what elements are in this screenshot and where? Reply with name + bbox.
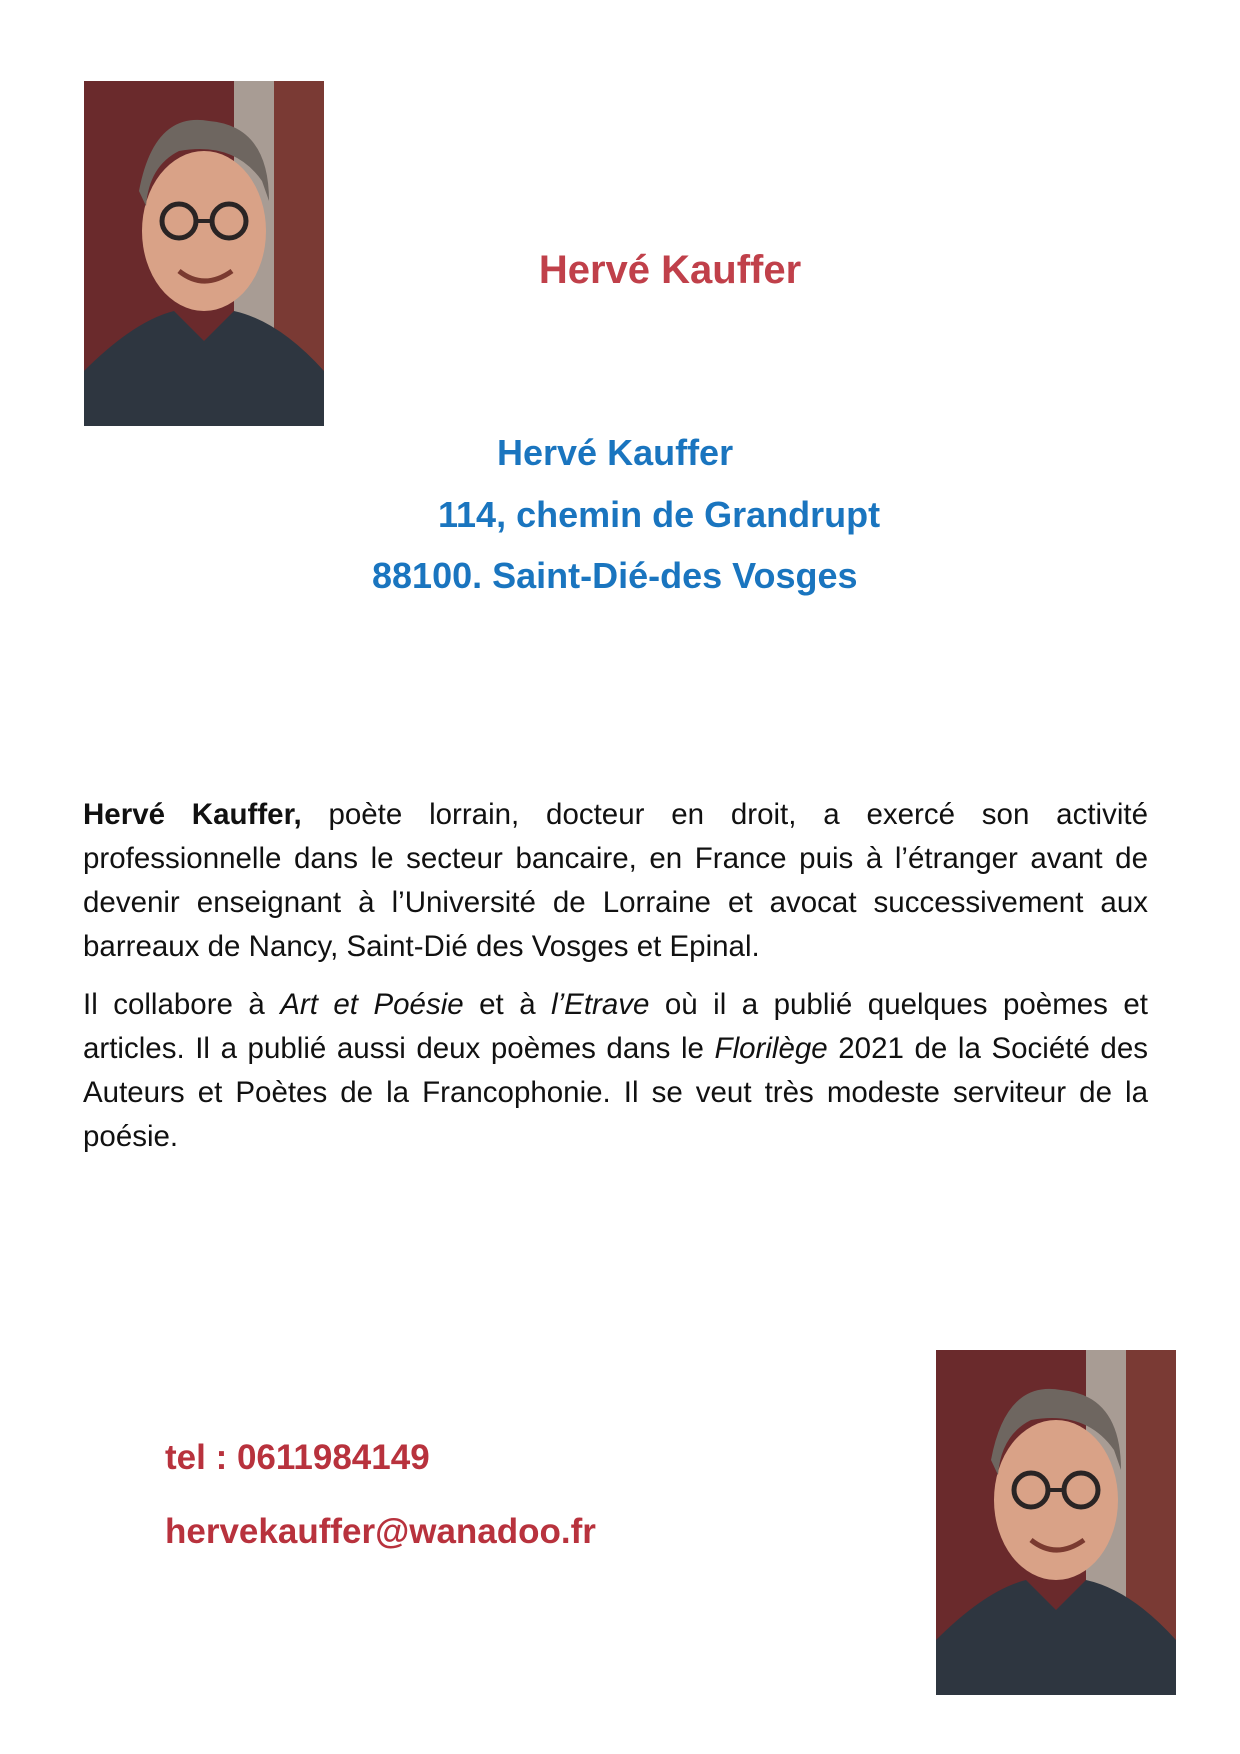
address-street: 114, chemin de Grandrupt xyxy=(438,494,881,535)
bio-paragraph-1 xyxy=(83,793,1148,969)
bio-journal-etrave: l’Etrave xyxy=(551,988,650,1021)
bio-text-1: poète lorrain, docteur en droit, a exercé son activité professionnelle dans le secteur bancaire, en France puis à l’étranger avant de devenir enseignant à l’Université de Lorraine et avocat successivement aux barreaux de Nancy, Saint-Dié des Vosges et Epinal. xyxy=(83,798,1148,963)
contact-phone: tel : 0611984149 xyxy=(165,1438,430,1477)
biography xyxy=(83,793,1148,1173)
contact-email[interactable]: hervekauffer@wanadoo.fr xyxy=(165,1512,596,1551)
bio-text-2b: et à xyxy=(463,988,552,1021)
bio-text-2c: où il a publié quelques poèmes et articles. Il a publié aussi deux poèmes dans le xyxy=(83,988,1148,1065)
bio-paragraph-2 xyxy=(83,983,1148,1159)
address-city: 88100. Saint-Dié-des Vosges xyxy=(372,555,858,596)
author-photo-bottom xyxy=(936,1350,1176,1695)
bio-text-2a: Il collabore à xyxy=(83,988,281,1021)
page-title: Hervé Kauffer xyxy=(538,248,802,292)
bio-text-2d: 2021 de la Société des Auteurs et Poètes de la Francophonie. Il se veut très modeste serviteur de la poésie. xyxy=(83,1032,1148,1153)
address-name: Hervé Kauffer xyxy=(497,432,734,473)
bio-author-name: Hervé Kauffer, xyxy=(83,798,302,831)
bio-anthology-florilege: Florilège xyxy=(714,1032,828,1065)
bio-journal-art-et-poesie: Art et Poésie xyxy=(280,988,464,1021)
portrait-illustration xyxy=(936,1350,1176,1695)
author-photo-top xyxy=(84,81,324,426)
portrait-illustration xyxy=(84,81,324,426)
